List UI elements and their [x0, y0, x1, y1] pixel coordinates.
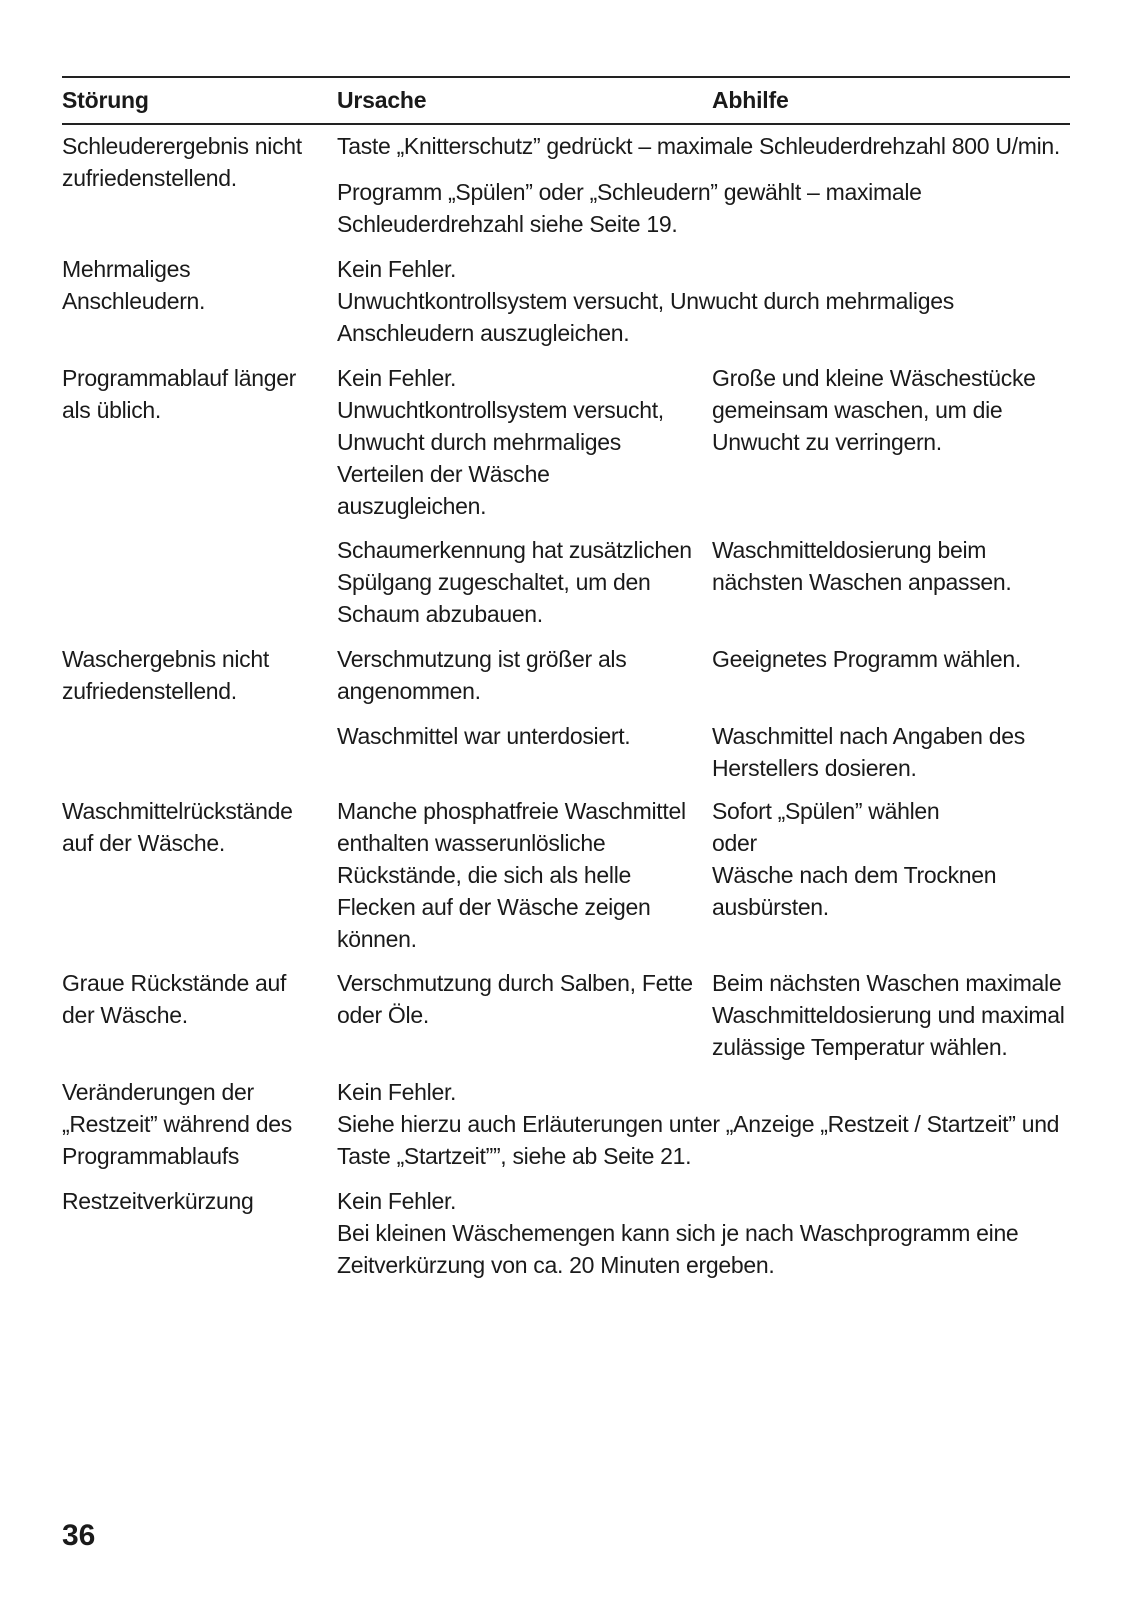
page-number: 36 — [62, 1519, 96, 1552]
abhilfe-cell: Waschmittel nach Angaben des Herstellers dosieren. — [712, 723, 1025, 781]
table-header-rule — [62, 123, 1070, 125]
stoerung-cell: Mehrmaliges Anschleudern. — [62, 256, 206, 314]
table-top-rule — [62, 76, 1070, 78]
ursache-cell: Kein Fehler. Unwuchtkontrollsystem versucht, Unwucht durch mehrmaliges Verteilen der Wäsche auszugleichen. — [337, 365, 664, 519]
ursache-cell: Waschmittel war unterdosiert. — [337, 723, 631, 749]
stoerung-cell: Waschmittelrückstände auf der Wäsche. — [62, 798, 293, 856]
abhilfe-cell: Beim nächsten Waschen maximale Waschmitteldosierung und maximal zulässige Temperatur wählen. — [712, 970, 1065, 1060]
ursache-cell: Verschmutzung durch Salben, Fette oder Öle. — [337, 970, 693, 1028]
ursache-cell: Schaumerkennung hat zusätzlichen Spülgang zugeschaltet, um den Schaum abzubauen. — [337, 537, 692, 627]
ursache-cell: Manche phosphatfreie Waschmittel enthalten wasserunlösliche Rückstände, die sich als helle Flecken auf der Wäsche zeigen können. — [337, 798, 686, 952]
stoerung-cell: Graue Rückstände auf der Wäsche. — [62, 970, 287, 1028]
header-ursache: Ursache — [337, 87, 427, 113]
header-abhilfe: Abhilfe — [712, 87, 789, 113]
ursache-cell: Verschmutzung ist größer als angenommen. — [337, 646, 627, 704]
header-stoerung: Störung — [62, 87, 149, 113]
ursache-cell: Kein Fehler. Unwuchtkontrollsystem versucht, Unwucht durch mehrmaliges Anschleudern auszugleichen. — [337, 256, 954, 346]
ursache-cell: Taste „Knitterschutz” gedrückt – maximale Schleuderdrehzahl 800 U/min. — [337, 133, 1061, 159]
abhilfe-cell: Sofort „Spülen” wählen oder Wäsche nach dem Trocknen ausbürsten. — [712, 798, 997, 920]
abhilfe-cell: Große und kleine Wäschestücke gemeinsam waschen, um die Unwucht zu verringern. — [712, 365, 1036, 455]
stoerung-cell: Veränderungen der „Restzeit” während des Programmablaufs — [62, 1079, 292, 1169]
stoerung-cell: Restzeitverkürzung — [62, 1188, 254, 1214]
abhilfe-cell: Geeignetes Programm wählen. — [712, 646, 1021, 672]
abhilfe-cell: Waschmitteldosierung beim nächsten Waschen anpassen. — [712, 537, 1012, 595]
stoerung-cell: Waschergebnis nicht zufriedenstellend. — [62, 646, 269, 704]
ursache-cell: Kein Fehler. Siehe hierzu auch Erläuterungen unter „Anzeige „Restzeit / Startzeit” und Taste „Startzeit””, siehe ab Seite 21. — [337, 1079, 1060, 1169]
ursache-cell: Programm „Spülen” oder „Schleudern” gewählt – maximale Schleuderdrehzahl siehe Seite 19. — [337, 179, 922, 237]
stoerung-cell: Programmablauf länger als üblich. — [62, 365, 297, 423]
stoerung-cell: Schleuderergebnis nicht zufriedenstellend. — [62, 133, 302, 191]
ursache-cell: Kein Fehler. Bei kleinen Wäschemengen kann sich je nach Waschprogramm eine Zeitverkürzung von ca. 20 Minuten ergeben. — [337, 1188, 1019, 1278]
